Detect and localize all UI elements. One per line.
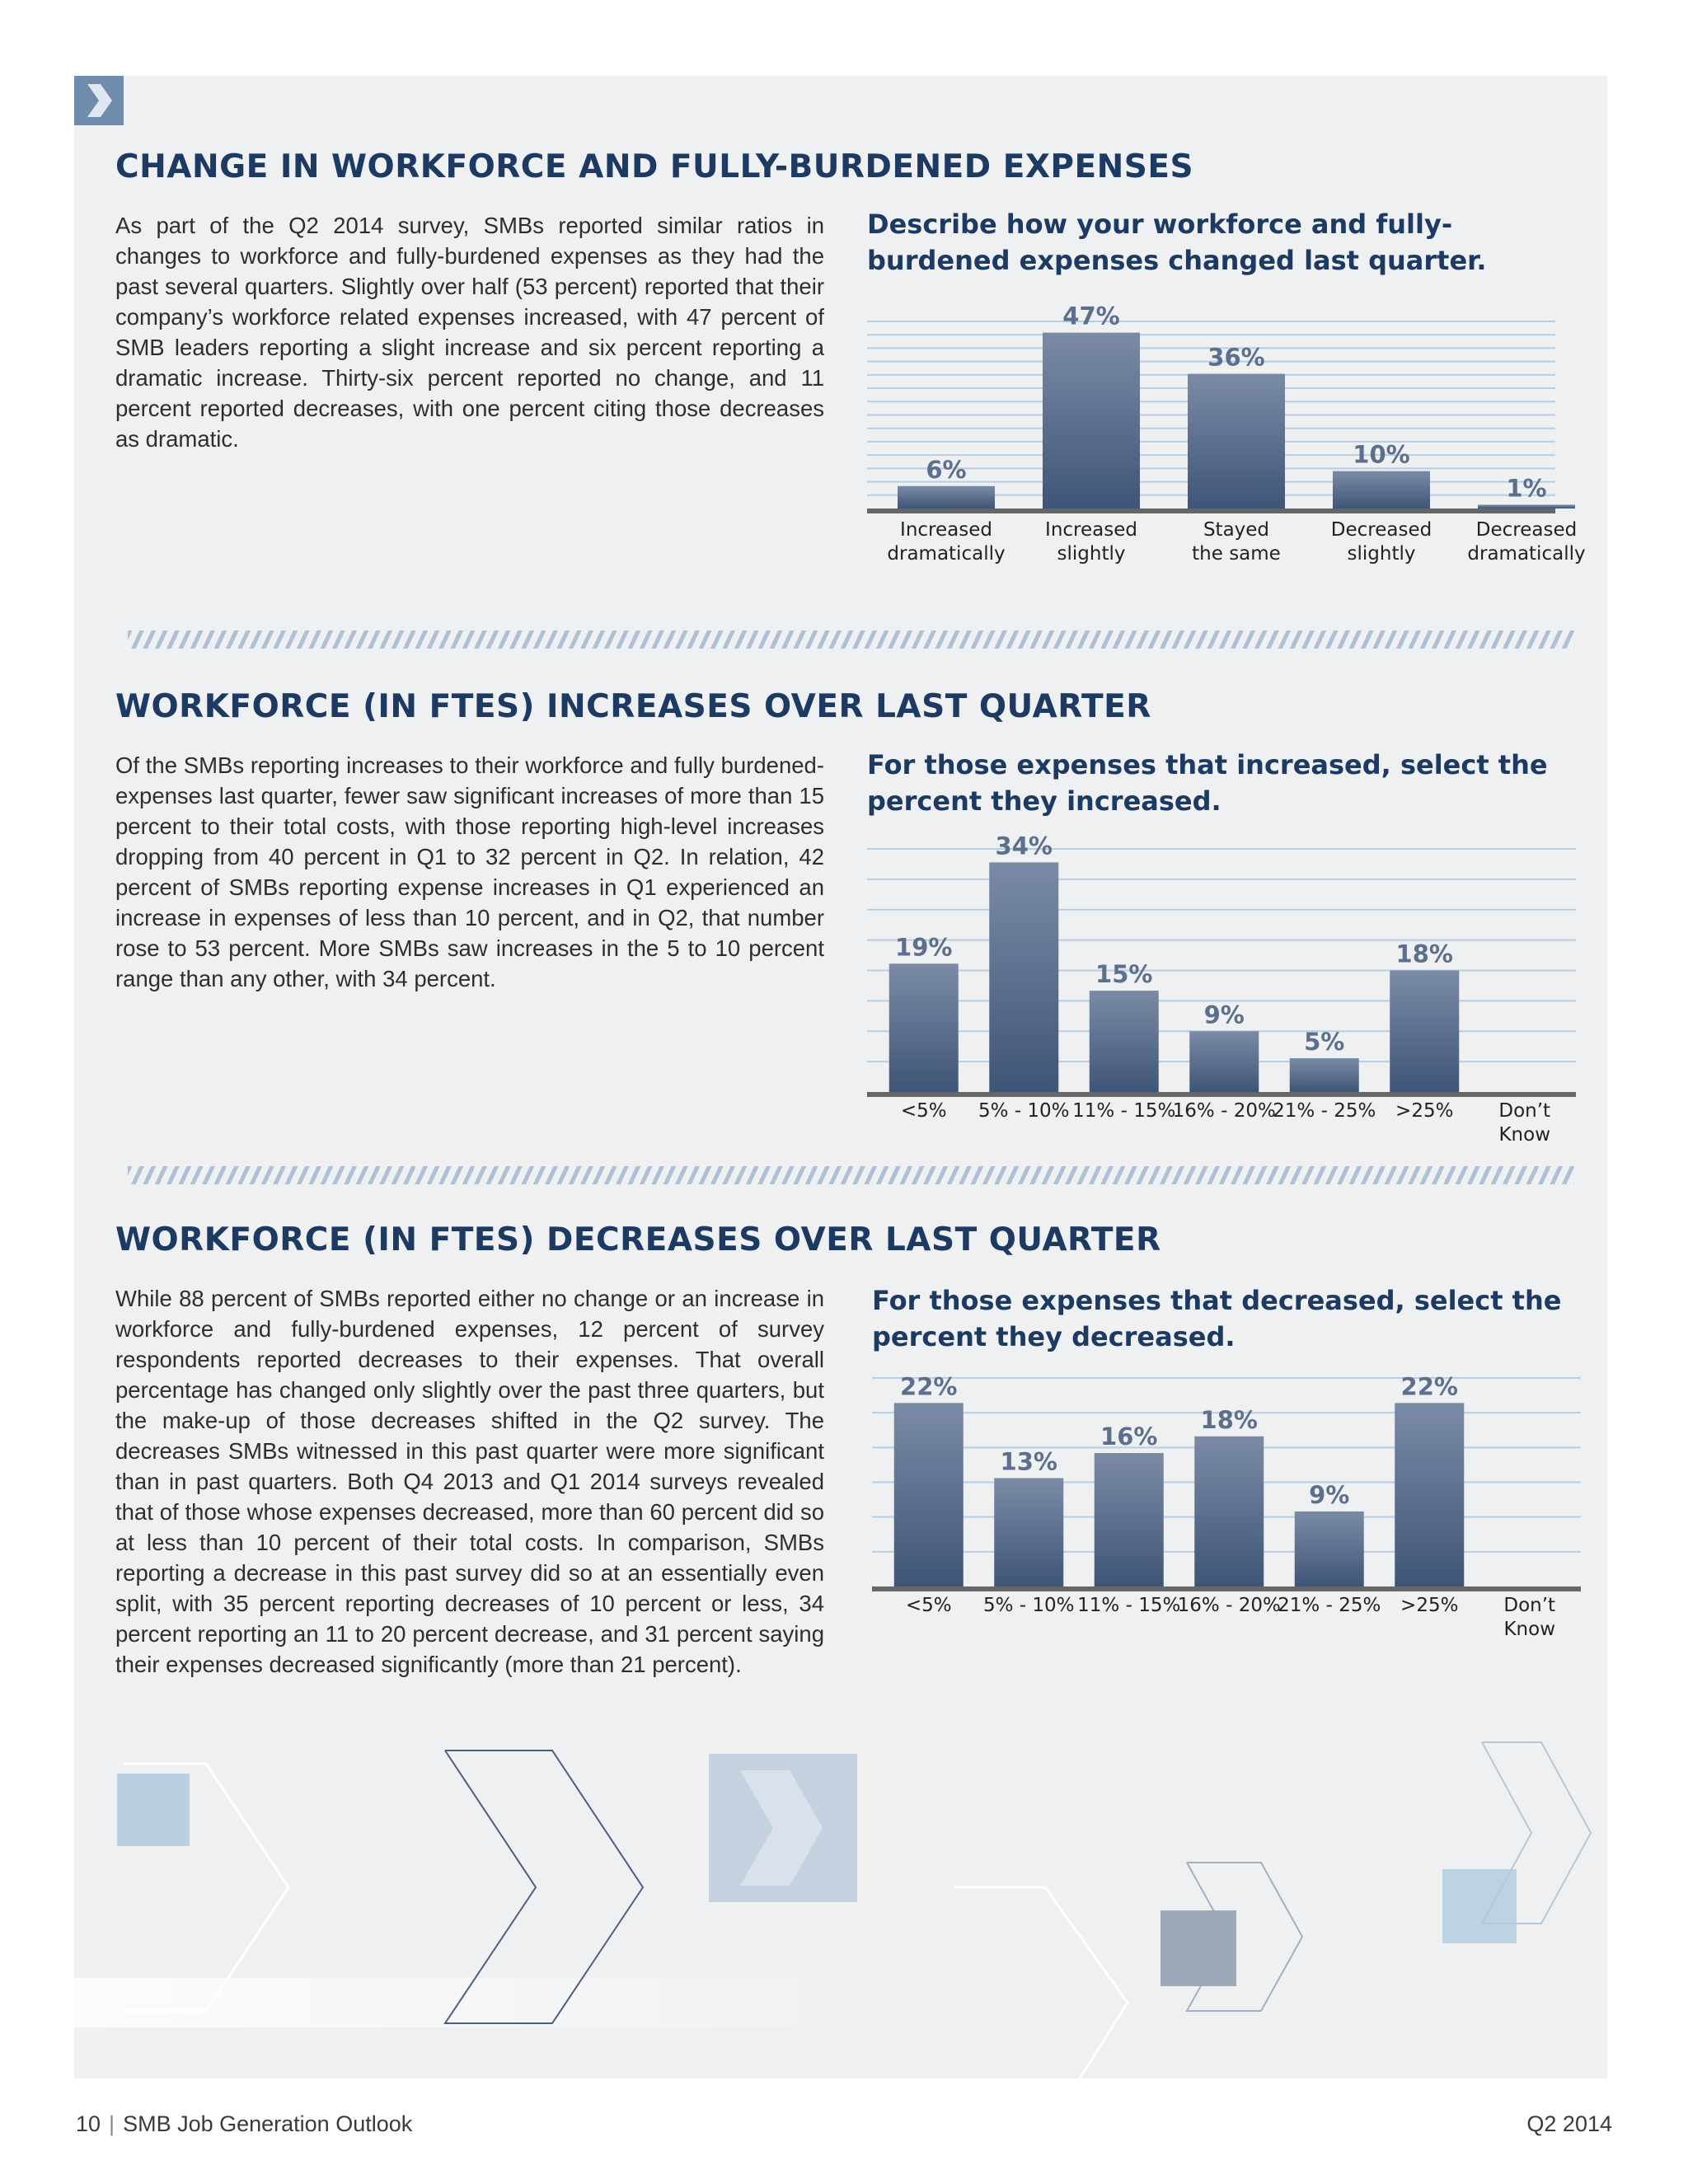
category-label: 5% - 10%: [982, 1595, 1075, 1616]
category-label: >25%: [1395, 1100, 1454, 1122]
category-label: Don’t: [1503, 1595, 1556, 1616]
section-title-decreases: WORKFORCE (IN FTES) DECREASES OVER LAST QUARTER: [115, 1221, 1161, 1258]
value-label: 13%: [1000, 1447, 1057, 1476]
category-label: >25%: [1400, 1595, 1459, 1616]
publication-name: SMB Job Generation Outlook: [123, 2111, 413, 2136]
category-label: dramatically: [1467, 543, 1586, 565]
value-label: 9%: [1309, 1480, 1350, 1509]
value-label: 10%: [1353, 440, 1410, 469]
category-label: 11% - 15%: [1072, 1100, 1176, 1122]
bar: [889, 963, 959, 1092]
chart-3-question: For those expenses that decreased, select the percent they decreased.: [872, 1285, 1562, 1352]
value-label: 15%: [1095, 960, 1153, 989]
value-label: 19%: [895, 933, 953, 962]
bar: [994, 1478, 1063, 1586]
value-label: 6%: [926, 455, 967, 484]
category-label: Decreased: [1330, 519, 1432, 541]
chart-expense-decreases: [872, 1368, 1581, 1640]
bar: [1290, 1058, 1359, 1092]
value-label: 18%: [1200, 1405, 1258, 1434]
category-label: 21% - 25%: [1278, 1595, 1381, 1616]
section-title-change-in-workforce: CHANGE IN WORKFORCE AND FULLY-BURDENED EXPENSES: [115, 148, 1194, 185]
bar: [1390, 971, 1459, 1093]
bar: [1395, 1403, 1464, 1586]
category-label: the same: [1192, 543, 1281, 565]
value-label: 1%: [1506, 474, 1547, 503]
chevron-icon: [74, 76, 124, 125]
bar: [1333, 471, 1430, 509]
section-body-increases: Of the SMBs reporting increases to their workforce and fully burdened-expenses last quarter, fewer saw significant increases of more than 15 percent to their total costs, with those reporting high-level increases dropping from 40 percent in Q1 to 32 percent in Q2. In relation, 42 percent of SMBs reporting expense increases in Q1 experienced an increase in expenses of less than 10 percent, and in Q2, that number rose to 53 percent. More SMBs saw increases in the 5 to 10 percent range than any other, with 34 percent.: [115, 752, 824, 991]
category-label: 11% - 15%: [1077, 1595, 1181, 1616]
bar: [898, 486, 995, 509]
category-label: dramatically: [887, 543, 1006, 565]
section-body-change-in-workforce: As part of the Q2 2014 survey, SMBs reported similar ratios in changes to workforce and fully-burdened expenses as they had the past several quarters. Slightly over half (53 percent) reported that their company’s workforce related expenses increased, with 47 percent of SMB leaders reporting a slight increase and six percent reporting a dramatic increase. Thirty-six percent reported no change, and 11 percent reported decreases, with one percent citing those decreases as dramatic.: [115, 213, 824, 452]
value-label: 22%: [900, 1372, 958, 1401]
category-label: <5%: [905, 1595, 952, 1616]
category-label: Increased: [900, 519, 992, 541]
category-label: Don’t: [1498, 1100, 1551, 1122]
chart-expense-increases: [867, 832, 1576, 1146]
category-label: Increased: [1045, 519, 1137, 541]
bar: [989, 862, 1058, 1092]
category-label: <5%: [900, 1100, 947, 1122]
footer-issue: Q2 2014: [1526, 2111, 1612, 2136]
divider: [128, 1166, 1574, 1184]
category-label: 16% - 20%: [1177, 1595, 1281, 1616]
bar: [1478, 504, 1575, 509]
category-label: 5% - 10%: [978, 1100, 1070, 1122]
bar: [894, 1403, 964, 1586]
bar: [1188, 374, 1285, 509]
category-label: slightly: [1057, 543, 1126, 565]
category-label: slightly: [1347, 543, 1416, 565]
value-label: 16%: [1100, 1422, 1158, 1451]
page-number: 10: [76, 2111, 101, 2136]
bar: [1090, 991, 1159, 1092]
value-label: 5%: [1304, 1028, 1345, 1057]
value-label: 36%: [1207, 343, 1265, 372]
category-label: 16% - 20%: [1172, 1100, 1276, 1122]
bar: [1295, 1511, 1364, 1586]
bar: [1194, 1436, 1264, 1586]
section-title-increases: WORKFORCE (IN FTES) INCREASES OVER LAST QUARTER: [115, 688, 1151, 725]
footer-separator: |: [109, 2111, 115, 2136]
bar: [1043, 333, 1140, 509]
category-label: Decreased: [1475, 519, 1578, 541]
bar: [1095, 1453, 1164, 1586]
category-label: Know: [1503, 1619, 1556, 1640]
decorative-chevron-icons: [74, 1731, 1607, 2079]
value-label: 34%: [995, 832, 1053, 860]
category-label: Know: [1498, 1124, 1551, 1146]
divider: [128, 630, 1574, 649]
category-label: Stayed: [1203, 519, 1270, 541]
value-label: 18%: [1395, 940, 1453, 968]
chart-workforce-change: [867, 302, 1586, 573]
section-body-decreases: While 88 percent of SMBs reported either no change or an increase in workforce and fully-burdened expenses, 12 percent of survey respondents reported decreases to their expenses. That overall percentage has changed only slightly over the past three quarters, but the make-up of those decreases shifted in the Q2 survey. The decreases SMBs witnessed in this past quarter were more significant than in past quarters. Both Q4 2013 and Q1 2014 surveys revealed that of those whose expenses decreased, more than 60 percent did so at less than 10 percent of their total costs. In comparison, SMBs reporting a decrease in this past survey did so at an essentially even split, with 35 percent reporting decreases of 10 percent or less, 34 percent reporting an 11 to 20 percent decrease, and 31 percent saying their expenses decreased significantly (more than 21 percent).: [115, 1286, 824, 1677]
value-label: 9%: [1203, 1001, 1245, 1029]
value-label: 47%: [1062, 302, 1120, 330]
bar: [1189, 1031, 1259, 1092]
chart-1-question: Describe how your workforce and fully-burdened expenses changed last quarter.: [867, 209, 1487, 276]
category-label: 21% - 25%: [1273, 1100, 1376, 1122]
footer-page-info: [76, 2111, 412, 2137]
decorative-chevrons: [74, 1731, 1607, 2079]
chart-2-question: For those expenses that increased, select the percent they increased.: [867, 749, 1548, 817]
value-label: 22%: [1400, 1372, 1458, 1401]
